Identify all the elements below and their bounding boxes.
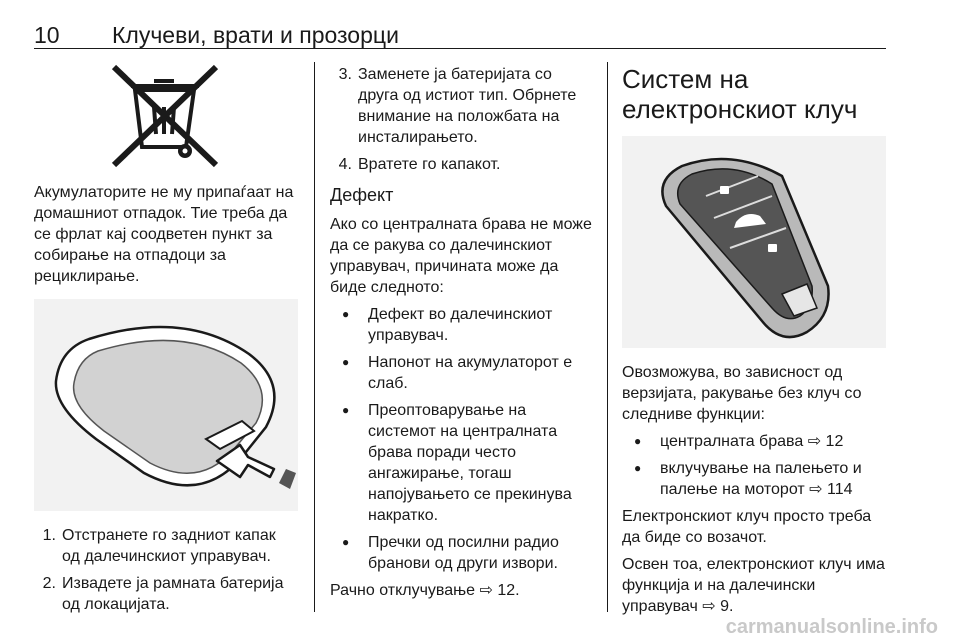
list-item: ● Пречки од посилни радио бранови од други извори. bbox=[342, 534, 559, 572]
page-ref-link[interactable]: 9. bbox=[720, 598, 734, 615]
page-header bbox=[34, 22, 886, 50]
steps-list bbox=[330, 64, 595, 175]
right-column bbox=[622, 64, 886, 623]
header-rule bbox=[34, 48, 886, 49]
key-fob-back-illustration bbox=[34, 299, 298, 511]
list-item: 1. Отстранете го задниот капак од далечинскиот управувач. bbox=[42, 527, 276, 565]
list-item: ● централната брава ⇨ 12 bbox=[634, 433, 844, 450]
list-item: 4. Вратете го капакот. bbox=[338, 156, 501, 173]
remote-function-text: Освен тоа, електронскиот клуч има функција и на далечински управувач ⇨ 9. bbox=[622, 556, 885, 615]
middle-column bbox=[330, 64, 595, 607]
watermark: carmanualsonline.info bbox=[725, 616, 938, 638]
page-ref-arrow-icon: ⇨ bbox=[809, 481, 823, 498]
page-ref-arrow-icon: ⇨ bbox=[807, 433, 822, 450]
battery-disposal-text: Акумулаторите не му припаѓаат на домашниот отпадок. Тие треба да се фрлат кај соодветен пункт за собирање на отпадоци за рециклирање. bbox=[34, 184, 294, 285]
chapter-title: Клучеви, врати и прозорци bbox=[112, 22, 399, 48]
section-title: Систем на електронскиот клуч bbox=[622, 64, 858, 124]
column-divider bbox=[314, 62, 315, 612]
list-item: ● Преоптоварување на системот на централната брава поради често ангажирање, тогаш напојувањето се прекинува накратко. bbox=[342, 402, 572, 524]
page-ref-link[interactable]: 114 bbox=[827, 481, 853, 498]
fault-causes-list bbox=[330, 304, 595, 574]
list-item: ● Напонот на акумулаторот е слаб. bbox=[342, 354, 573, 392]
list-item: 2. Извадете ја рамната батерија од локацијата. bbox=[42, 575, 284, 613]
features-list bbox=[622, 431, 886, 500]
crossed-out-wheelie-bin-icon bbox=[34, 62, 298, 170]
page-ref-link[interactable]: 12 bbox=[825, 433, 844, 450]
steps-list bbox=[34, 525, 298, 615]
left-column bbox=[34, 62, 298, 621]
electronic-key-illustration bbox=[622, 136, 886, 348]
fault-heading: Дефект bbox=[330, 185, 394, 205]
key-usage-text: Електронскиот клуч просто треба да биде со возачот. bbox=[622, 508, 872, 546]
list-item: ● вклучување на палењето и палење на моторот ⇨ 114 bbox=[634, 460, 862, 498]
page-ref-arrow-icon: ⇨ bbox=[702, 598, 716, 615]
manual-unlock-reference: Рачно отклучување ⇨ 12. bbox=[330, 582, 520, 599]
column-divider bbox=[607, 62, 608, 612]
list-item: 3. Заменете ја батеријата со друга од истиот тип. Обрнете внимание на положбата на инсталирањето. bbox=[338, 66, 577, 146]
intro-text: Овозможува, во зависност од верзијата, ракување без клуч со следниве функции: bbox=[622, 364, 862, 423]
page-ref-arrow-icon: ⇨ bbox=[479, 582, 493, 599]
page-number: 10 bbox=[34, 22, 60, 48]
page-ref-link[interactable]: 12. bbox=[497, 582, 520, 599]
list-item: ● Дефект во далечинскиот управувач. bbox=[342, 306, 553, 344]
fault-intro: Ако со централната брава не може да се ракува со далечинскиот управувач, причината може да биде следното: bbox=[330, 216, 592, 296]
